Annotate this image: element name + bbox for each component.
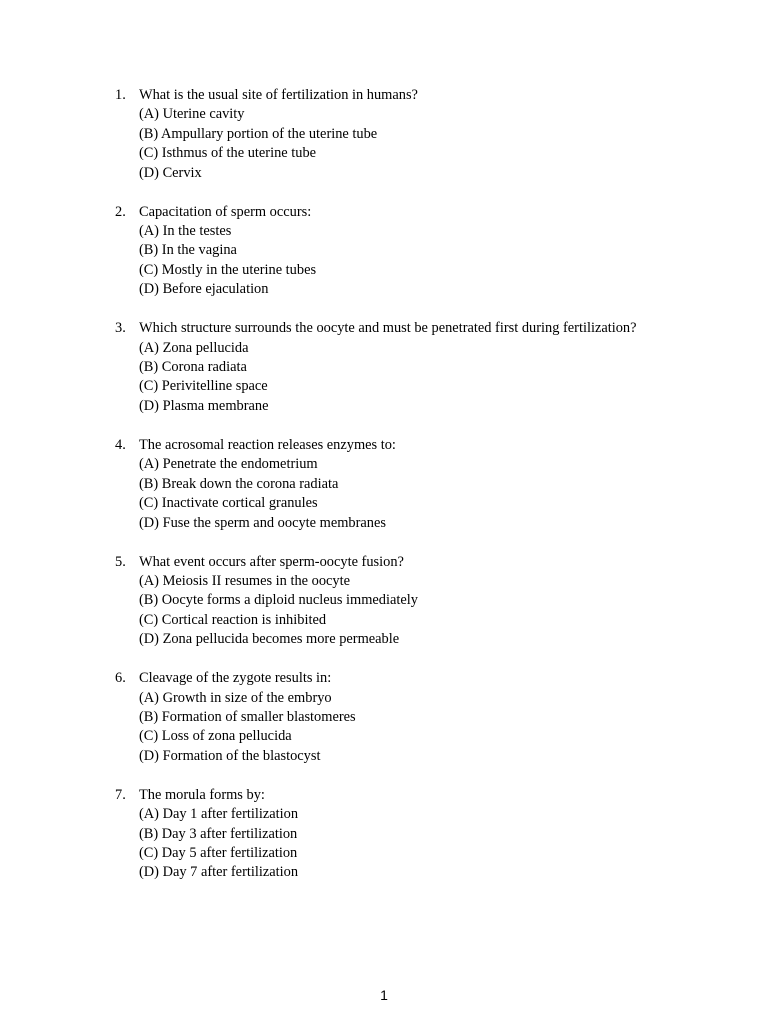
answer-option: (D) Before ejaculation xyxy=(139,281,269,298)
question-item xyxy=(115,86,735,183)
question-text: What event occurs after sperm-oocyte fusion? xyxy=(139,553,404,570)
option-list xyxy=(139,689,735,767)
question-text: The morula forms by: xyxy=(139,786,265,803)
answer-option: (C) Perivitelline space xyxy=(139,378,268,395)
question-number: 5. xyxy=(115,553,126,570)
question-number: 3. xyxy=(115,320,126,337)
answer-option: (A) In the testes xyxy=(139,223,232,240)
answer-option: (C) Inactivate cortical granules xyxy=(139,495,318,512)
question-text: The acrosomal reaction releases enzymes to: xyxy=(139,436,396,453)
option-list xyxy=(139,339,735,417)
answer-option: (A) Day 1 after fertilization xyxy=(139,806,299,823)
answer-option: (D) Fuse the sperm and oocyte membranes xyxy=(139,514,386,531)
question-number: 4. xyxy=(115,436,126,453)
question-number: 7. xyxy=(115,786,126,803)
option-list xyxy=(139,455,735,533)
answer-option: (A) Penetrate the endometrium xyxy=(139,456,318,473)
answer-option: (C) Loss of zona pellucida xyxy=(139,728,292,745)
answer-option: (B) Formation of smaller blastomeres xyxy=(139,708,356,725)
question-text: Cleavage of the zygote results in: xyxy=(139,670,332,687)
answer-option: (B) Break down the corona radiata xyxy=(139,475,339,492)
option-list xyxy=(139,572,735,650)
answer-option: (C) Cortical reaction is inhibited xyxy=(139,611,327,628)
answer-option: (D) Formation of the blastocyst xyxy=(139,747,321,764)
question-number: 6. xyxy=(115,670,126,687)
question-item xyxy=(115,786,735,883)
answer-option: (C) Isthmus of the uterine tube xyxy=(139,145,317,162)
question-item xyxy=(115,669,735,766)
answer-option: (D) Zona pellucida becomes more permeable xyxy=(139,631,400,648)
answer-option: (A) Growth in size of the embryo xyxy=(139,689,332,706)
answer-option: (A) Uterine cavity xyxy=(139,106,245,123)
answer-option: (D) Plasma membrane xyxy=(139,397,269,414)
question-number: 2. xyxy=(115,203,126,220)
answer-option: (D) Cervix xyxy=(139,164,202,181)
answer-option: (A) Zona pellucida xyxy=(139,339,249,356)
answer-option: (A) Meiosis II resumes in the oocyte xyxy=(139,572,351,589)
option-list xyxy=(139,805,735,883)
question-item xyxy=(115,319,735,416)
question-text: Capacitation of sperm occurs: xyxy=(139,203,312,220)
option-list xyxy=(139,105,735,183)
question-item xyxy=(115,436,735,533)
answer-option: (B) Ampullary portion of the uterine tube xyxy=(139,125,378,142)
page-number: 1 xyxy=(380,987,388,1003)
question-text: Which structure surrounds the oocyte and must be penetrated first during fertilization? xyxy=(139,320,637,337)
question-item xyxy=(115,203,735,300)
answer-option: (B) Corona radiata xyxy=(139,359,247,376)
question-item xyxy=(115,553,735,650)
question-number: 1. xyxy=(115,87,126,103)
answer-option: (D) Day 7 after fertilization xyxy=(139,864,299,881)
answer-option: (C) Mostly in the uterine tubes xyxy=(139,261,317,278)
option-list xyxy=(139,222,735,300)
question-text: What is the usual site of fertilization in humans? xyxy=(139,87,418,103)
answer-option: (B) Day 3 after fertilization xyxy=(139,825,298,842)
answer-option: (B) In the vagina xyxy=(139,242,237,259)
answer-option: (C) Day 5 after fertilization xyxy=(139,844,298,861)
answer-option: (B) Oocyte forms a diploid nucleus immediately xyxy=(139,592,418,609)
question-list xyxy=(115,86,735,902)
